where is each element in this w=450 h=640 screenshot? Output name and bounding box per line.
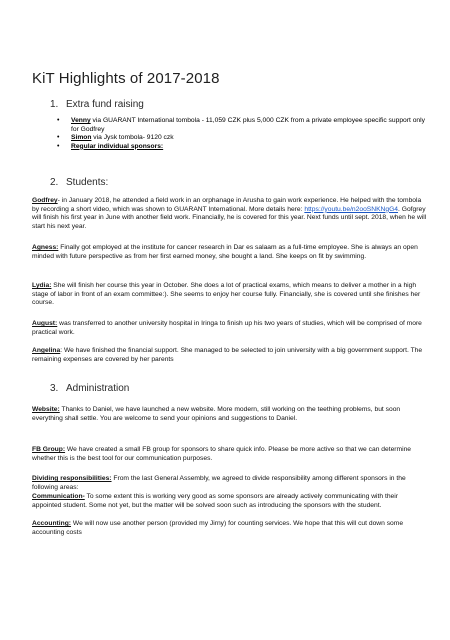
admin-paragraph-accounting: Accounting: We will now use another person (provided my Jirny) for counting services. We hope that this will cut down some accounting costs — [32, 520, 404, 536]
admin-paragraph-dividing-responsibilities: Dividing responsibilities: From the last General Assembly, we agreed to divide responsibility among different sponsors in the following areas: — [32, 475, 406, 491]
list-item: • Regular individual sponsors: — [57, 143, 427, 152]
student-paragraph-angelina: Angelina: We have finished the financial support. She managed to be selected to join university with a big government support. The remaining expenses are covered by her parents — [32, 347, 423, 363]
list-item: • Simon via Jysk tombola- 9120 czk — [57, 134, 427, 143]
section-heading-fundraising: 1. Extra fund raising — [50, 99, 144, 110]
student-paragraph-agness: Agness: Finally got employed at the institute for cancer research in Dar es salaam as a full-time employee. She is always an open minded with future perspective as from her first earned money, she bought a land. She keeps on fit by swimming. — [32, 244, 418, 260]
admin-paragraph-website: Website: Thanks to Daniel, we have launched a new website. More modern, still working on the teething problems, but soon everything shall settle. You are welcome to send your opinions and suggestions to Daniel. — [32, 406, 401, 422]
list-item: • Venny via GUARANT International tombola - 11,059 CZK plus 5,000 CZK from a private employee specific support only for Godfrey — [57, 117, 427, 134]
student-paragraph-godfrey: Godfrey- in January 2018, he attended a field work in an orphanage in Arusha to gain work experience. He helped with the tombola by recording a short video, which was shown to GUARANT International. More details here: https://youtu.be/n2ooSNKNgG4. Gofgrey will finish his first year in June with another field work. Financially, he is covered for this year. Next funds until sept. 2018, when he will start his next year. — [32, 197, 427, 231]
video-link[interactable]: https://youtu.be/n2ooSNKNgG4 — [304, 205, 399, 213]
fundraising-list — [57, 117, 427, 151]
section-heading-administration: 3. Administration — [50, 383, 130, 394]
document-title: KiT Highlights of 2017-2018 — [32, 70, 220, 87]
student-paragraph-lydia: Lydia: She will finish her course this year in October. She does a lot of practical exams, which means to deliver a mother in a high stage of labor in front of an exam committee:). She seems to enjoy her course fully. Financially, she is covered until she finishes her course. — [32, 282, 421, 307]
section-heading-students: 2. Students: — [50, 177, 109, 188]
student-paragraph-august: August: was transferred to another university hospital in Iringa to finish up his two years of studies, which will be comprised of more practical work. — [32, 320, 422, 336]
admin-paragraph-fb-group: FB Group: We have created a small FB group for sponsors to share quick info. Please be more active so that we can determine whether this is the best tool for our communication purposes. — [32, 446, 412, 462]
admin-paragraph-communication: Communication- To some extent this is working very good as some sponsors are already actively communicating with their appointed student. Some not yet, but the matter will be solved soon such as introducing the sponsors with the student. — [32, 493, 398, 509]
